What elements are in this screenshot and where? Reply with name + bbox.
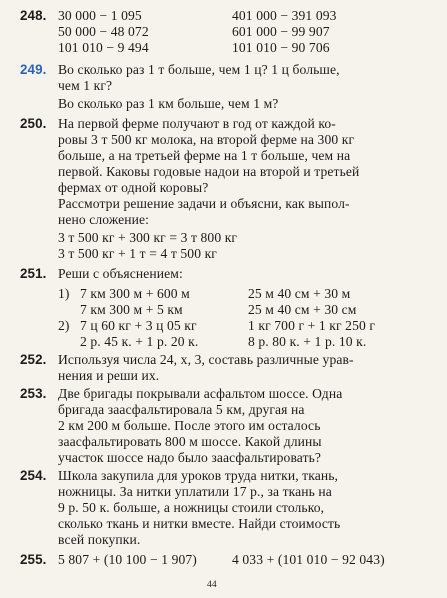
- problem-249-text: Во сколько раз 1 т больше, чем 1 ц? 1 ц больше,: [58, 62, 340, 77]
- problem-254-text: всей покупки.: [58, 532, 141, 547]
- problem-249-text: чем 1 кг?: [58, 78, 113, 93]
- problem-248-expr: 30 000 − 1 095: [58, 8, 142, 23]
- problem-254-text: ножницы. За нитки уплатили 17 р., за ткань на: [58, 484, 332, 499]
- problem-251-expr: 2 р. 45 к. + 1 р. 20 к.: [80, 334, 199, 349]
- problem-254-text: сколько ткань и нитки вместе. Найди стоимость: [58, 516, 341, 531]
- problem-251-expr: 7 км 300 м + 600 м: [80, 286, 190, 301]
- problem-251-expr: 7 км 300 м + 5 км: [80, 302, 183, 317]
- problem-255-number: 255.: [20, 552, 47, 567]
- problem-248-expr: 401 000 − 391 093: [232, 8, 337, 23]
- problem-254-number: 254.: [20, 468, 47, 483]
- problem-251-expr: 25 м 40 см + 30 см: [248, 302, 357, 317]
- problem-248-expr: 50 000 − 48 072: [58, 24, 149, 39]
- problem-248-expr: 101 010 − 9 494: [58, 40, 149, 55]
- problem-251-expr: 25 м 40 см + 30 м: [248, 286, 351, 301]
- problem-249-text: Во сколько раз 1 км больше, чем 1 м?: [58, 96, 279, 111]
- problem-250-text: фермах от одной коровы?: [58, 180, 209, 195]
- problem-250-text: ровы 3 т 500 кг молока, на второй ферме на 300 кг: [58, 132, 355, 147]
- problem-251-expr: 1 кг 700 г + 1 кг 250 г: [248, 318, 376, 333]
- problem-253-text: Две бригады покрывали асфальтом шоссе. Одна: [58, 386, 343, 401]
- page-number: 44: [207, 580, 217, 590]
- problem-251-number: 251.: [20, 266, 47, 281]
- problem-250-text: больше, а на третьей ферме на 1 т больше, чем на: [58, 148, 351, 163]
- problem-255-expr: 4 033 + (101 010 − 92 043): [232, 552, 385, 567]
- problem-250-text: первой. Каковы годовые надои на второй и третьей: [58, 164, 360, 179]
- problem-253-text: заасфальтировать 800 м шоссе. Какой длины: [58, 434, 322, 449]
- problem-250-text: На первой ферме получают в год от каждой ко-: [58, 116, 336, 131]
- problem-255-expr: 5 807 + (10 100 − 1 907): [58, 552, 197, 567]
- problem-252-text: Используя числа 24, x, 3, составь различные урав-: [58, 352, 354, 367]
- problem-249-number: 249.: [20, 62, 47, 77]
- problem-253-text: 2 км 200 м больше. После этого им осталось: [58, 418, 321, 433]
- problem-250-number: 250.: [20, 116, 47, 131]
- problem-251-expr: 8 р. 80 к. + 1 р. 10 к.: [248, 334, 367, 349]
- problem-253-number: 253.: [20, 386, 47, 401]
- problem-248-expr: 101 010 − 90 706: [232, 40, 330, 55]
- problem-251-row-label: 1): [58, 286, 70, 301]
- problem-254-text: Школа закупила для уроков труда нитки, ткань,: [58, 468, 339, 483]
- problem-252-number: 252.: [20, 352, 47, 367]
- problem-253-text: бригада заасфальтировала 5 км, другая на: [58, 402, 305, 417]
- problem-248-expr: 601 000 − 99 907: [232, 24, 330, 39]
- problem-250-equation: 3 т 500 кг + 1 т = 4 т 500 кг: [58, 246, 217, 261]
- problem-251-expr: 7 ц 60 кг + 3 ц 05 кг: [80, 318, 197, 333]
- problem-250-equation: 3 т 500 кг + 300 кг = 3 т 800 кг: [58, 230, 238, 245]
- problem-253-text: участок шоссе надо было заасфальтировать?: [58, 450, 322, 465]
- problem-250-text: нено сложение:: [58, 212, 150, 227]
- problem-248-number: 248.: [20, 8, 47, 23]
- problem-252-text: нения и реши их.: [58, 368, 160, 383]
- problem-254-text: 9 р. 50 к. больше, а ножницы стоили столько,: [58, 500, 325, 515]
- problem-251-title: Реши с объяснением:: [58, 266, 183, 281]
- problem-250-text: Рассмотри решение задачи и объясни, как выпол-: [58, 196, 350, 211]
- problem-251-row-label: 2): [58, 318, 70, 333]
